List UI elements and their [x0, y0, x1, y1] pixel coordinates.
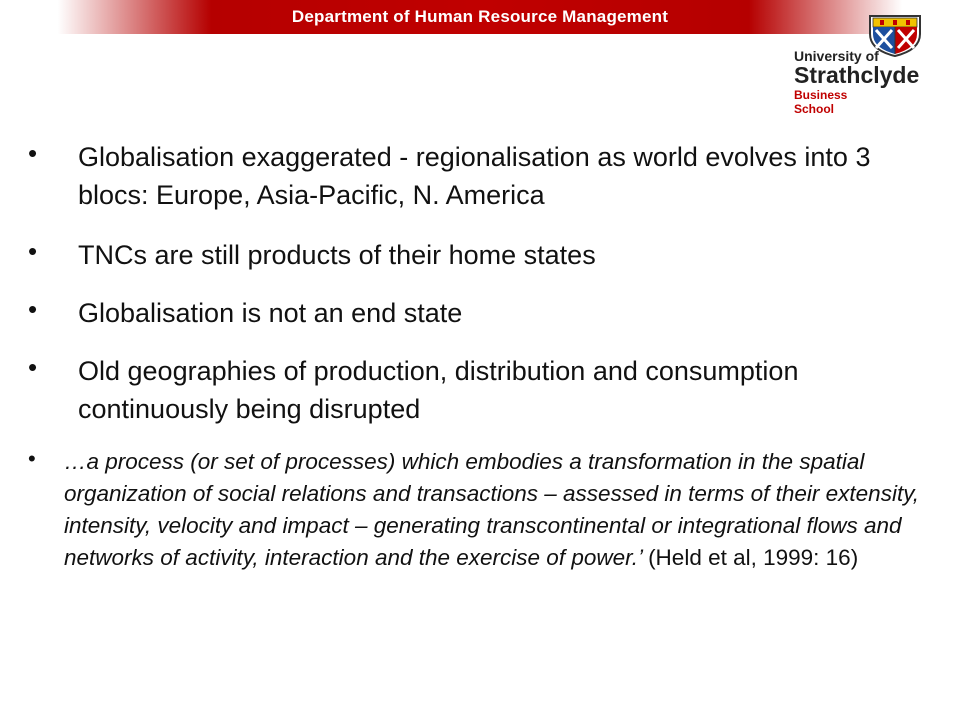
logo-university-of: University of	[794, 48, 879, 64]
logo-business: Business	[794, 88, 848, 102]
bullet-marker: •	[28, 294, 38, 324]
bullet-marker: •	[28, 352, 38, 382]
logo-school: School	[794, 102, 835, 116]
quote-block	[64, 446, 944, 574]
bullet-text: TNCs are still products of their home states	[78, 240, 596, 270]
bullet-marker: •	[28, 236, 38, 266]
bullet-text: Globalisation exaggerated - regionalisation as world evolves into 3 blocs: Europe, Asia-Pacific, N. America	[78, 142, 871, 210]
bullet-marker: •	[28, 446, 36, 471]
bullet-text: Globalisation is not an end state	[78, 298, 463, 328]
quote-citation: (Held et al, 1999: 16)	[648, 545, 859, 570]
quote-text: …a process (or set of processes) which embodies a transformation in the spatial organization of social relations and transactions – assessed in terms of their extensity, intensity, velocity and impact – generating transcontinental or integrational flows and networks of activity, interaction and the exercise of power.’	[64, 449, 920, 570]
bullet-marker: •	[28, 138, 38, 168]
department-title: Department of Human Resource Management	[291, 7, 669, 26]
logo-strathclyde: Strathclyde	[794, 62, 920, 88]
bullet-text: Old geographies of production, distribution and consumption continuously being disrupted	[78, 356, 799, 424]
